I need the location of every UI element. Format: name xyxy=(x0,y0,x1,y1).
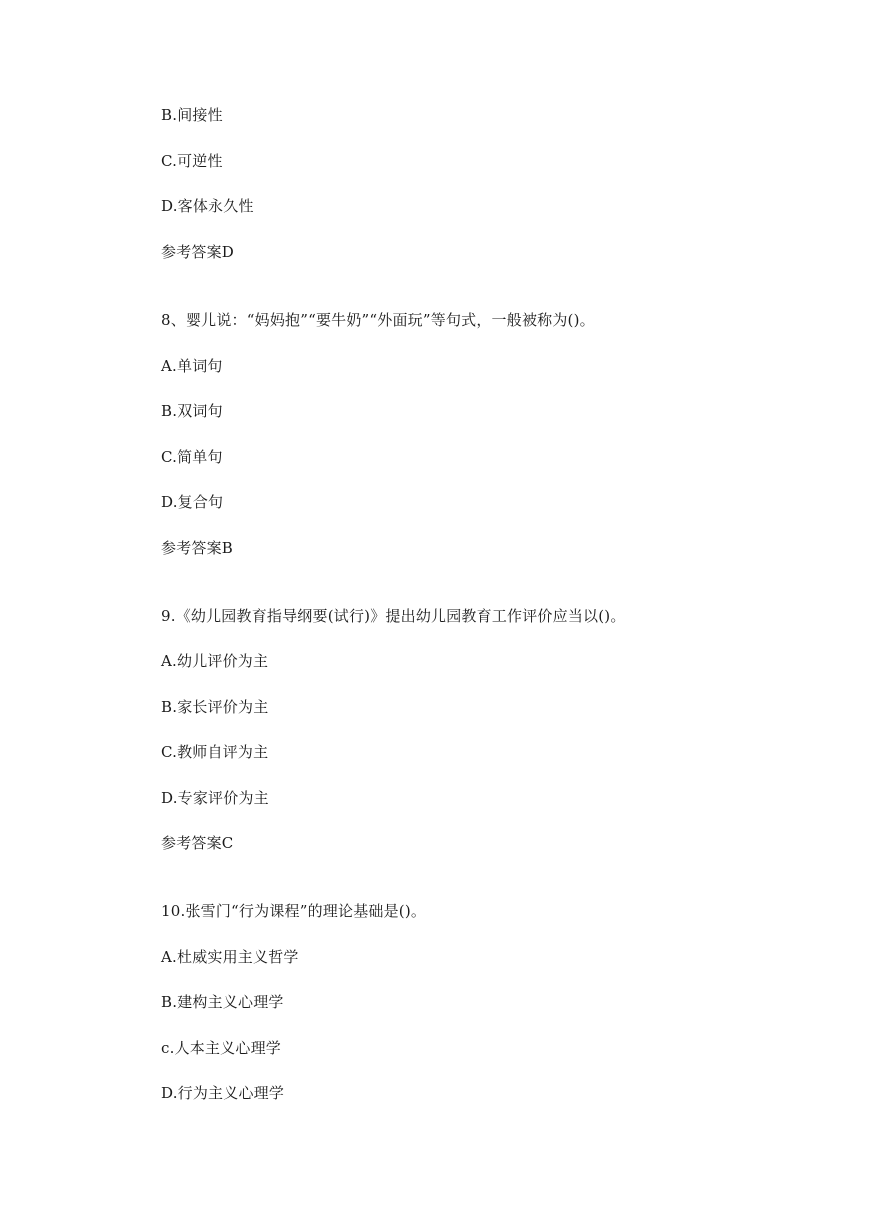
option-b: B.间接性 xyxy=(161,106,223,124)
question: 9.《幼儿园教育指导纲要(试行)》提出幼儿园教育工作评价应当以()。 xyxy=(161,607,626,625)
option-d: D.行为主义心理学 xyxy=(161,1084,285,1102)
answer: 参考答案D xyxy=(161,243,235,261)
option-d: D.复合句 xyxy=(161,493,224,511)
option-c: c.人本主义心理学 xyxy=(161,1039,281,1057)
option-b: B.双词句 xyxy=(161,402,223,420)
question: 8、婴儿说：“妈妈抱”“要牛奶”“外面玩”等句式，一般被称为()。 xyxy=(161,311,595,329)
question: 10.张雪门“行为课程”的理论基础是()。 xyxy=(161,902,427,920)
option-d: D.客体永久性 xyxy=(161,197,254,215)
option-d: D.专家评价为主 xyxy=(161,789,269,807)
option-c: C.教师自评为主 xyxy=(161,743,269,761)
option-b: B.建构主义心理学 xyxy=(161,993,284,1011)
option-a: A.杜威实用主义哲学 xyxy=(161,948,299,966)
option-c: C.可逆性 xyxy=(161,152,223,170)
answer: 参考答案B xyxy=(161,539,234,557)
option-b: B.家长评价为主 xyxy=(161,698,269,716)
option-c: C.简单句 xyxy=(161,448,223,466)
option-a: A.单词句 xyxy=(161,357,223,375)
option-a: A.幼儿评价为主 xyxy=(161,652,269,670)
answer: 参考答案C xyxy=(161,834,234,852)
